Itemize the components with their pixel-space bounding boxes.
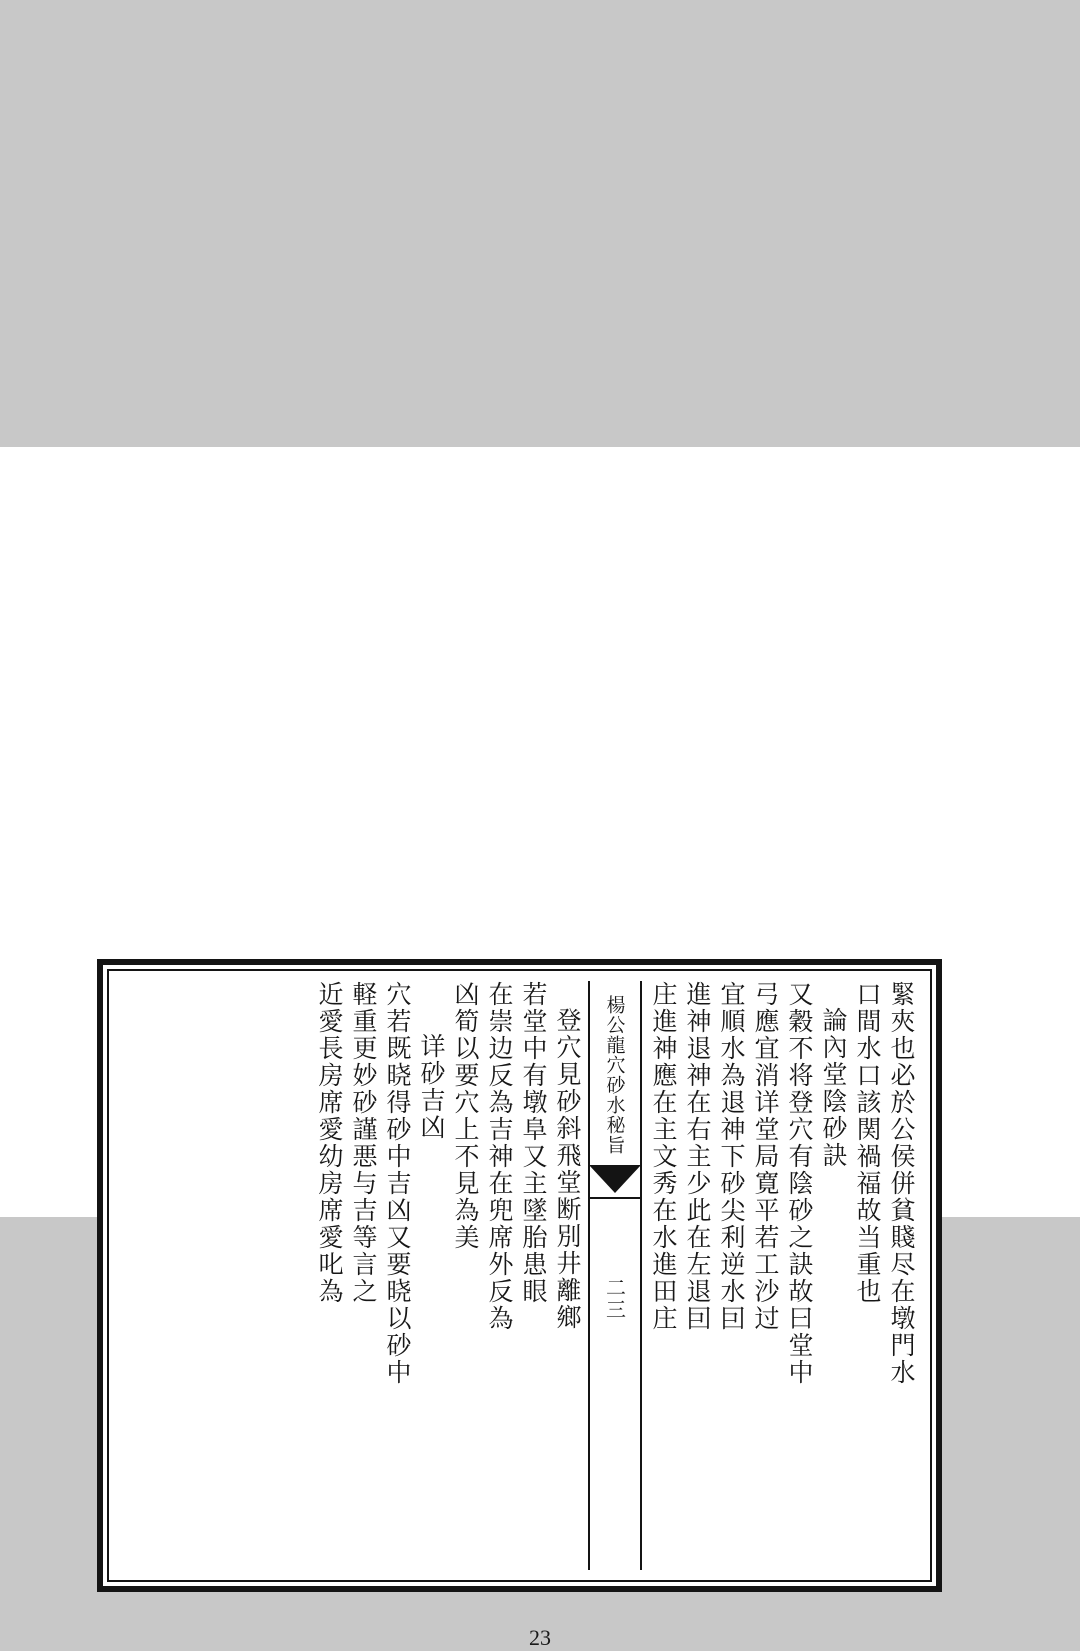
banxin-page-number: 二三 xyxy=(602,1277,627,1321)
text-column: 又穀不将登穴有陰砂之訣故曰堂中 xyxy=(785,981,814,1386)
text-column: 凶筍以要穴上不見為美 xyxy=(451,981,480,1251)
text-column: 登穴見砂斜飛堂断別井離鄉 xyxy=(553,1007,582,1331)
text-column: 進神退神在右主少此在左退囙 xyxy=(683,981,712,1332)
banxin-center-strip xyxy=(588,981,642,1570)
paper-sheet xyxy=(0,447,1080,1650)
woodblock-frame xyxy=(97,959,942,1592)
text-column: 庄進神應在主文秀在水進田庄 xyxy=(649,981,678,1332)
text-column: 若堂中有墩阜又主墜胎患眼 xyxy=(519,981,548,1305)
text-column: 在崇边反為吉神在兜席外反為 xyxy=(485,981,514,1332)
book-title-banxin: 楊公龍穴砂水秘旨 xyxy=(603,995,626,1155)
text-column: 緊夾也必於公侯併貧賤尽在墩門水 xyxy=(887,981,916,1386)
banxin-divider xyxy=(590,1197,640,1199)
text-column: 弓應宜消详堂局寛平若工沙过 xyxy=(751,981,780,1332)
section-heading-inner-hall-yin-sand: 論內堂陰砂訣 xyxy=(819,1007,848,1169)
text-column: 宜順水為退神下砂尖利逆水囙 xyxy=(717,981,746,1332)
section-heading-detail-sand-fortune: 详砂吉凶 xyxy=(417,1033,446,1141)
woodblock-frame-inner xyxy=(107,969,932,1582)
text-column: 口間水口該関禍福故当重也 xyxy=(853,981,882,1305)
vertical-text-area xyxy=(121,981,918,1570)
folio-page-number: 23 xyxy=(529,1625,551,1650)
fishtail-icon xyxy=(589,1165,641,1193)
text-column: 近愛長房席愛幼房席愛叱為 xyxy=(315,981,344,1305)
text-column: 軽重更妙砂謹悪与吉等言之 xyxy=(349,981,378,1305)
text-column: 穴若既晓得砂中吉凶又要晓以砂中 xyxy=(383,981,412,1386)
